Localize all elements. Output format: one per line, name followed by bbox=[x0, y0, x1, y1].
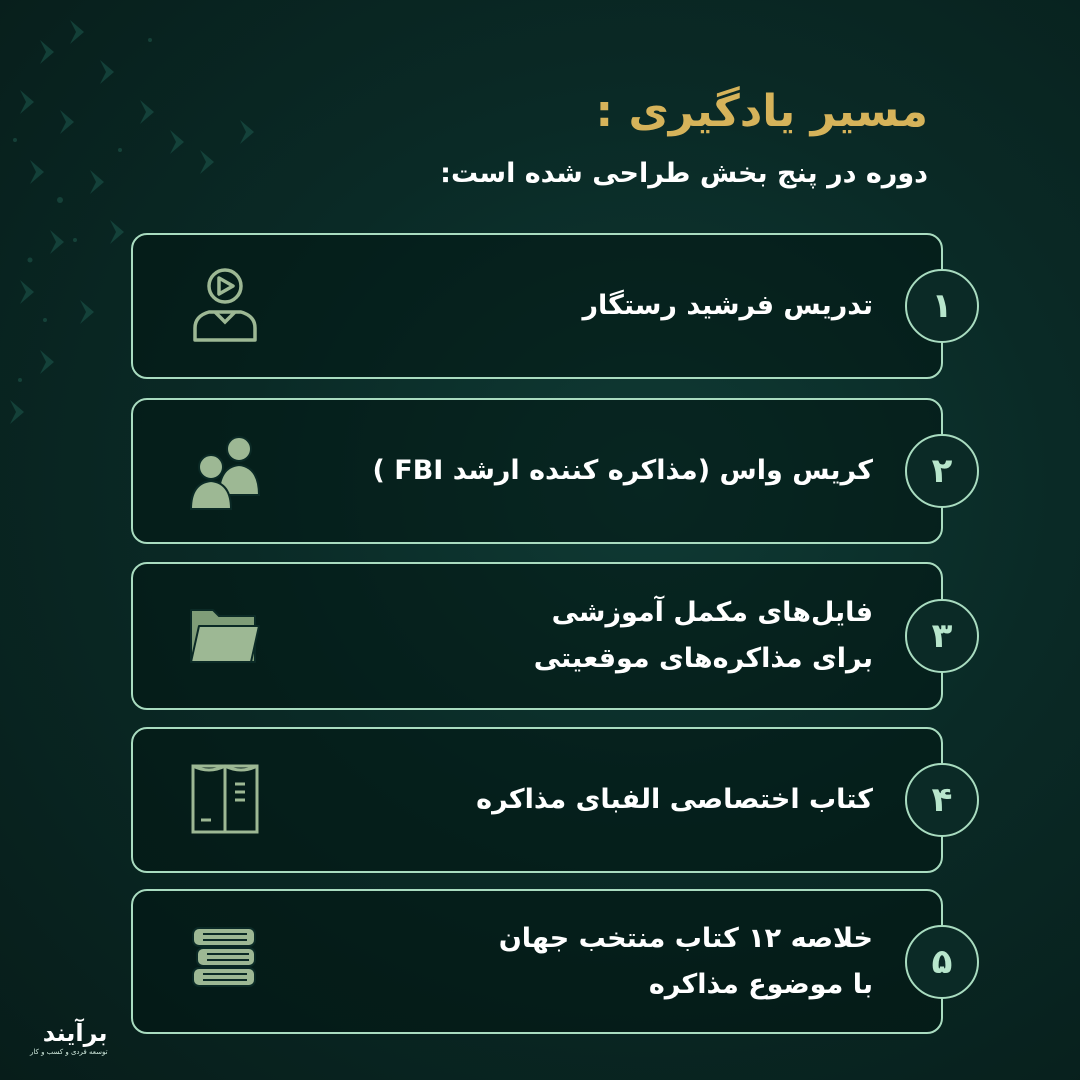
page-title: مسیر یادگیری : bbox=[595, 86, 928, 137]
section-label: کتاب اختصاصی الفبای مذاکره bbox=[476, 784, 873, 815]
brand-name: برآیند bbox=[42, 1019, 108, 1047]
section-number-badge: ۵ bbox=[905, 925, 979, 999]
open-book-icon bbox=[189, 760, 261, 840]
section-label: کریس واس (مذاکره کننده ارشد FBI ) bbox=[372, 455, 873, 486]
decorative-arrow-pattern bbox=[0, 0, 300, 460]
section-number-badge: ۲ bbox=[905, 434, 979, 508]
presenter-play-icon bbox=[189, 266, 261, 346]
section-number-badge: ۱ bbox=[905, 269, 979, 343]
section-label: خلاصه ۱۲ کتاب منتخب جهان با موضوع مذاکره bbox=[498, 922, 873, 1000]
section-card-4 bbox=[131, 727, 953, 873]
brand-logo bbox=[30, 1019, 108, 1056]
brand-tagline: توسعه فردی و کسب و کار bbox=[30, 1048, 108, 1056]
section-number-badge: ۴ bbox=[905, 763, 979, 837]
two-users-icon bbox=[189, 431, 261, 511]
section-card-3 bbox=[131, 562, 953, 710]
section-label: تدریس فرشید رستگار bbox=[582, 290, 873, 321]
folder-icon bbox=[189, 596, 261, 676]
section-label: فایل‌های مکمل آموزشی برای مذاکره‌های موقعیتی bbox=[533, 597, 873, 674]
section-card-1 bbox=[131, 233, 953, 379]
page-subtitle: دوره در پنج بخش طراحی شده است: bbox=[440, 158, 928, 189]
section-card-2 bbox=[131, 398, 953, 544]
section-card-5 bbox=[131, 889, 953, 1034]
section-number-badge: ۳ bbox=[905, 599, 979, 673]
book-stack-icon bbox=[189, 922, 261, 1002]
